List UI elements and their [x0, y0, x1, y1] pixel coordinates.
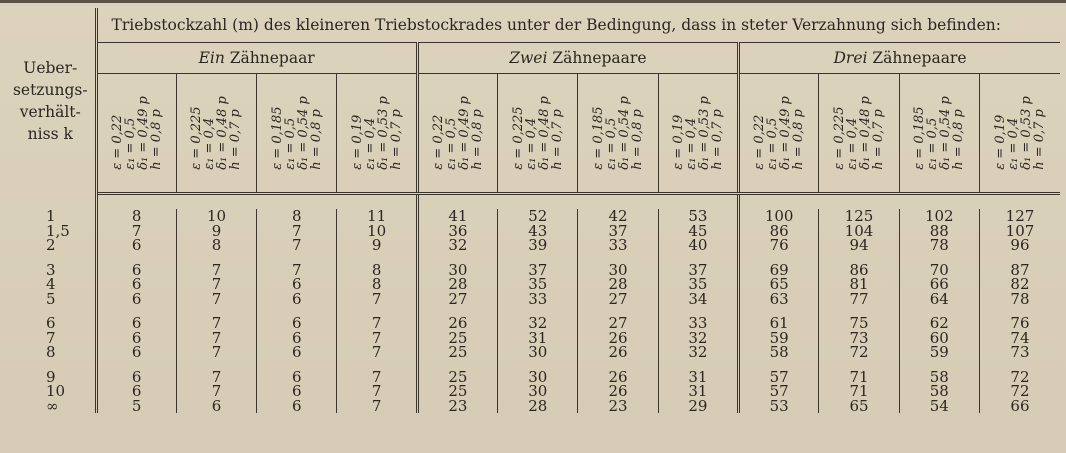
param-line: ε₁ = 0,4 — [844, 117, 860, 170]
cell-value: 10 — [337, 224, 417, 239]
cell-value: 45 — [658, 224, 738, 239]
cell-value: 86 — [819, 263, 899, 278]
param-line: δ₁ = 0,54 p — [617, 96, 633, 170]
cell-value: 32 — [658, 345, 738, 360]
cell-value: 86 — [739, 224, 819, 239]
ratio-value: 7 — [6, 331, 96, 346]
cell-value: 6 — [257, 316, 337, 331]
cell-value: 11 — [337, 209, 417, 224]
cell-value: 88 — [899, 224, 979, 239]
cell-value: 100 — [739, 209, 819, 224]
param-line: ε₁ = 0,4 — [683, 117, 699, 170]
cell-value: 7 — [131, 221, 142, 240]
ratio-value: 3 — [6, 263, 96, 278]
cell-value: 75 — [819, 316, 899, 331]
cell-value: 31 — [658, 384, 738, 399]
cell-value: 65 — [819, 399, 899, 414]
cell-value: 37 — [578, 224, 658, 239]
cell-value: 32 — [417, 238, 497, 253]
param-line: ε = 0,225 — [510, 106, 526, 170]
param-line: ε = 0,19 — [670, 114, 686, 170]
param-line: ε = 0,22 — [430, 114, 446, 170]
cell-value: 33 — [578, 238, 658, 253]
param-header — [417, 74, 497, 194]
cell-value: 125 — [819, 209, 899, 224]
table-row — [6, 292, 1060, 307]
cell-value: 30 — [578, 263, 658, 278]
cell-value: 30 — [417, 263, 497, 278]
ratio-value: 8 — [6, 345, 96, 360]
table-row — [6, 399, 1060, 414]
group-rest: Zähnepaare — [867, 49, 967, 67]
param-line: h = 0,8 p — [148, 109, 164, 170]
param-line: δ₁ = 0,54 p — [938, 96, 954, 170]
param-line: δ₁ = 0,53 p — [375, 96, 391, 170]
cell-value: 81 — [819, 277, 899, 292]
cell-value: 57 — [739, 384, 819, 399]
ratio-header-line: Ueber- — [23, 58, 78, 77]
param-line: h = 0,7 p — [1031, 109, 1047, 170]
cell-value: 59 — [899, 345, 979, 360]
cell-value: 76 — [739, 238, 819, 253]
param-header — [979, 74, 1060, 194]
param-header — [739, 74, 819, 194]
cell-value: 127 — [979, 209, 1060, 224]
cell-value: 26 — [578, 331, 658, 346]
cell-value: 59 — [739, 331, 819, 346]
cell-value: 6 — [257, 399, 337, 414]
cell-value: 25 — [417, 331, 497, 346]
cell-value: 8 — [337, 263, 417, 278]
cell-value: 28 — [578, 277, 658, 292]
gear-table — [6, 8, 1060, 413]
cell-value: 26 — [578, 345, 658, 360]
cell-value: 30 — [498, 384, 578, 399]
param-line: ε = 0,185 — [269, 106, 285, 170]
cell-value: 30 — [498, 370, 578, 385]
param-line: δ₁ = 0,48 p — [536, 96, 552, 170]
cell-value: 77 — [819, 292, 899, 307]
param-line: h = 0,7 p — [549, 109, 565, 170]
cell-value: 26 — [417, 316, 497, 331]
cell-value: 7 — [176, 292, 256, 307]
cell-value: 6 — [131, 314, 142, 332]
ratio-value: 1 — [6, 209, 96, 224]
ratio-value: 9 — [6, 370, 96, 385]
param-line: ε₁ = 0,4 — [362, 117, 378, 170]
cell-value: 6 — [257, 384, 337, 399]
cell-value: 29 — [658, 399, 738, 414]
group-two-pairs — [417, 43, 738, 74]
param-header — [96, 74, 176, 194]
cell-value: 72 — [819, 345, 899, 360]
cell-value: 6 — [131, 367, 142, 386]
cell-value: 7 — [337, 399, 417, 414]
cell-value: 107 — [979, 224, 1060, 239]
cell-value: 25 — [417, 384, 497, 399]
cell-value: 53 — [739, 399, 819, 414]
cell-value: 54 — [899, 399, 979, 414]
cell-value: 65 — [739, 277, 819, 292]
param-line: δ₁ = 0,49 p — [778, 96, 794, 170]
cell-value: 53 — [658, 209, 738, 224]
cell-value: 8 — [257, 209, 337, 224]
cell-value: 23 — [417, 399, 497, 414]
cell-value: 104 — [819, 224, 899, 239]
cell-value: 64 — [899, 292, 979, 307]
cell-value: 69 — [739, 263, 819, 278]
cell-value: 33 — [658, 316, 738, 331]
param-line: h = 0,8 p — [951, 109, 967, 170]
cell-value: 28 — [498, 399, 578, 414]
param-line: δ₁ = 0,48 p — [215, 96, 231, 170]
cell-value: 7 — [337, 345, 417, 360]
ratio-value: ∞ — [6, 399, 96, 414]
cell-value: 5 — [131, 396, 142, 415]
group-rest: Zähnepaare — [547, 49, 647, 67]
cell-value: 8 — [337, 277, 417, 292]
cell-value: 7 — [337, 384, 417, 399]
cell-value: 28 — [417, 277, 497, 292]
group-three-pairs — [739, 43, 1060, 74]
ratio-value: 5 — [6, 292, 96, 307]
cell-value: 78 — [979, 292, 1060, 307]
cell-value: 6 — [131, 289, 142, 308]
cell-value: 37 — [658, 263, 738, 278]
cell-value: 7 — [176, 331, 256, 346]
cell-value: 9 — [337, 238, 417, 253]
cell-value: 6 — [257, 370, 337, 385]
cell-value: 7 — [337, 292, 417, 307]
param-line: ε = 0,22 — [109, 114, 125, 170]
cell-value: 41 — [417, 209, 497, 224]
cell-value: 39 — [498, 238, 578, 253]
cell-value: 7 — [176, 384, 256, 399]
cell-value: 60 — [899, 331, 979, 346]
ratio-value: 4 — [6, 277, 96, 292]
cell-value: 8 — [176, 238, 256, 253]
cell-value: 32 — [658, 331, 738, 346]
param-line: ε = 0,185 — [591, 106, 607, 170]
cell-value: 71 — [819, 384, 899, 399]
param-line: ε₁ = 0,5 — [282, 117, 298, 170]
cell-value: 7 — [176, 263, 256, 278]
cell-value: 35 — [498, 277, 578, 292]
cell-value: 33 — [498, 292, 578, 307]
cell-value: 25 — [417, 345, 497, 360]
cell-value: 43 — [498, 224, 578, 239]
cell-value: 27 — [578, 316, 658, 331]
cell-value: 66 — [899, 277, 979, 292]
param-line: h = 0,8 p — [630, 109, 646, 170]
cell-value: 40 — [658, 238, 738, 253]
group-one-pair — [96, 43, 417, 74]
cell-value: 37 — [498, 263, 578, 278]
cell-value: 87 — [979, 263, 1060, 278]
cell-value: 6 — [257, 292, 337, 307]
table-row — [6, 345, 1060, 360]
param-line: ε₁ = 0,5 — [765, 117, 781, 170]
cell-value: 7 — [176, 345, 256, 360]
table-row — [6, 238, 1060, 253]
param-line: h = 0,7 p — [228, 109, 244, 170]
cell-value: 7 — [337, 370, 417, 385]
param-header — [578, 74, 658, 194]
cell-value: 73 — [819, 331, 899, 346]
param-line: ε = 0,22 — [752, 114, 768, 170]
cell-value: 6 — [257, 277, 337, 292]
cell-value: 78 — [899, 238, 979, 253]
cell-value: 76 — [979, 316, 1060, 331]
param-line: ε = 0,225 — [189, 106, 205, 170]
cell-value: 6 — [176, 399, 256, 414]
ratio-value: 6 — [6, 316, 96, 331]
cell-value: 102 — [899, 209, 979, 224]
param-line: ε₁ = 0,5 — [925, 117, 941, 170]
cell-value: 6 — [131, 260, 142, 279]
cell-value: 7 — [257, 224, 337, 239]
cell-value: 6 — [257, 345, 337, 360]
param-line: h = 0,8 p — [308, 109, 324, 170]
param-line: ε₁ = 0,4 — [523, 117, 539, 170]
cell-value: 72 — [979, 384, 1060, 399]
cell-value: 62 — [899, 316, 979, 331]
cell-value: 58 — [739, 345, 819, 360]
cell-value: 34 — [658, 292, 738, 307]
table-title: Triebstockzahl (m) des kleineren Triebstockrades unter der Bedingung, dass in steter Verzahnung sich befinden: — [96, 8, 1060, 43]
param-line: δ₁ = 0,53 p — [1018, 96, 1034, 170]
param-line: δ₁ = 0,49 p — [135, 96, 151, 170]
cell-value: 57 — [739, 370, 819, 385]
cell-value: 7 — [176, 277, 256, 292]
cell-value: 9 — [176, 224, 256, 239]
cell-value: 73 — [979, 345, 1060, 360]
cell-value: 7 — [257, 238, 337, 253]
ratio-value: 2 — [6, 238, 96, 253]
param-header — [819, 74, 899, 194]
param-header — [899, 74, 979, 194]
param-line: δ₁ = 0,53 p — [696, 96, 712, 170]
cell-value: 31 — [498, 331, 578, 346]
cell-value: 7 — [337, 331, 417, 346]
cell-value: 7 — [337, 316, 417, 331]
group-italic: Zwei — [509, 49, 548, 67]
group-rest: Zähnepaar — [224, 49, 315, 67]
param-line: h = 0,7 p — [388, 109, 404, 170]
param-line: ε₁ = 0,4 — [1005, 117, 1021, 170]
cell-value: 94 — [819, 238, 899, 253]
cell-value: 25 — [417, 370, 497, 385]
cell-value: 6 — [131, 275, 142, 293]
cell-value: 30 — [498, 345, 578, 360]
param-line: ε = 0,225 — [831, 106, 847, 170]
cell-value: 72 — [979, 370, 1060, 385]
cell-value: 36 — [417, 224, 497, 239]
cell-value: 10 — [176, 209, 256, 224]
ratio-header-line: niss k — [27, 124, 73, 143]
cell-value: 58 — [899, 370, 979, 385]
param-header — [337, 74, 417, 194]
param-header — [658, 74, 738, 194]
param-line: ε₁ = 0,5 — [122, 117, 138, 170]
param-line: ε₁ = 0,5 — [443, 117, 459, 170]
cell-value: 6 — [131, 328, 142, 347]
cell-value: 66 — [979, 399, 1060, 414]
cell-value: 35 — [658, 277, 738, 292]
ratio-header-line: setzungs- — [12, 80, 88, 99]
ratio-header-line: verhält- — [19, 102, 81, 121]
param-header — [498, 74, 578, 194]
ratio-value: 1,5 — [6, 224, 96, 239]
param-line: h = 0,7 p — [709, 109, 725, 170]
param-line: ε₁ = 0,5 — [604, 117, 620, 170]
cell-value: 6 — [257, 331, 337, 346]
cell-value: 6 — [131, 382, 142, 400]
cell-value: 6 — [131, 236, 142, 254]
cell-value: 23 — [578, 399, 658, 414]
param-line: δ₁ = 0,48 p — [857, 96, 873, 170]
param-line: δ₁ = 0,49 p — [456, 96, 472, 170]
cell-value: 70 — [899, 263, 979, 278]
cell-value: 63 — [739, 292, 819, 307]
param-line: ε₁ = 0,4 — [202, 117, 218, 170]
param-line: ε = 0,19 — [349, 114, 365, 170]
param-line: h = 0,7 p — [870, 109, 886, 170]
cell-value: 42 — [578, 209, 658, 224]
cell-value: 6 — [131, 343, 142, 361]
cell-value: 82 — [979, 277, 1060, 292]
cell-value: 96 — [979, 238, 1060, 253]
cell-value: 27 — [578, 292, 658, 307]
cell-value: 8 — [131, 207, 142, 225]
param-line: h = 0,8 p — [469, 109, 485, 170]
cell-value: 61 — [739, 316, 819, 331]
cell-value: 27 — [417, 292, 497, 307]
ratio-value: 10 — [6, 384, 96, 399]
cell-value: 7 — [257, 263, 337, 278]
top-rule — [0, 0, 1066, 3]
cell-value: 74 — [979, 331, 1060, 346]
cell-value: 7 — [176, 370, 256, 385]
ratio-header — [6, 8, 96, 194]
param-line: h = 0,8 p — [791, 109, 807, 170]
param-header — [257, 74, 337, 194]
param-header — [176, 74, 256, 194]
cell-value: 52 — [498, 209, 578, 224]
cell-value: 71 — [819, 370, 899, 385]
param-line: δ₁ = 0,54 p — [295, 96, 311, 170]
param-line: ε = 0,19 — [992, 114, 1008, 170]
cell-value: 26 — [578, 370, 658, 385]
cell-value: 58 — [899, 384, 979, 399]
cell-value: 32 — [498, 316, 578, 331]
cell-value: 31 — [658, 370, 738, 385]
group-italic: Drei — [833, 49, 868, 67]
param-line: ε = 0,185 — [912, 106, 928, 170]
cell-value: 26 — [578, 384, 658, 399]
group-italic: Ein — [198, 49, 225, 67]
cell-value: 7 — [176, 316, 256, 331]
